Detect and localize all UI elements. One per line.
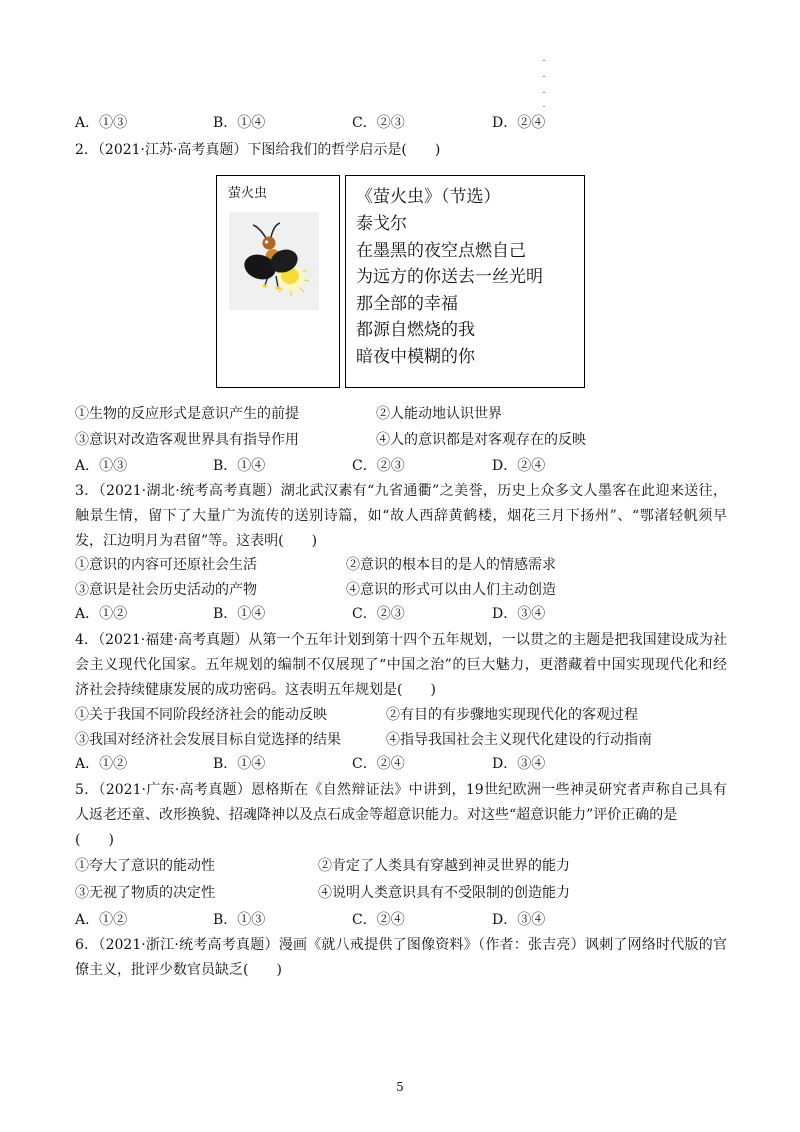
q5-statement-2: ②肯定了人类具有穿越到神灵世界的能力 [318, 858, 570, 874]
firefly-foot [263, 284, 268, 287]
q5-statement-4: ④说明人类意识具有不受限制的创造能力 [318, 885, 570, 901]
q2-statement-4: ④人的意识都是对客观存在的反映 [376, 432, 586, 448]
q5-stem-line-2: 人返老还童、改形换貌、招魂降神以及点石成金等超意识能力。对这些“超意识能力”评价正确的是 [75, 807, 678, 823]
q3-option-d: D．③④ [492, 606, 546, 622]
firefly-image [229, 212, 319, 310]
poem-line-1: 泰戈尔 [356, 214, 407, 234]
q3-stem-line-1: 3．（2021·湖北·统考高考真题）湖北武汉素有“九省通衢”之美誉，历史上众多文人墨客在此迎来送往， [75, 483, 727, 499]
q2-statement-1: ①生物的反应形式是意识产生的前提 [75, 406, 299, 422]
q4-option-b: B．①④ [213, 756, 266, 772]
poem-line-4: 那全部的幸福 [356, 294, 458, 314]
prev-option-d: D．②④ [492, 115, 546, 131]
q6-stem-line-2: 僚主义，批评少数官员缺乏( ) [75, 962, 282, 978]
scan-mark [543, 106, 545, 107]
q3-option-b: B．①④ [213, 606, 266, 622]
q3-option-c: C．②③ [352, 606, 405, 622]
q4-stem-line-2: 会主义现代化国家。五年规划的编制不仅展现了“中国之治”的巨大魅力，更潜藏着中国实现现代化和经 [75, 657, 727, 673]
q4-statement-4: ④指导我国社会主义现代化建设的行动指南 [386, 732, 652, 748]
q3-statement-3: ③意识是社会历史活动的产物 [75, 582, 257, 598]
q2-option-b: B．①④ [213, 458, 266, 474]
firefly-foot [276, 286, 281, 289]
q2-figure-image-panel [216, 175, 340, 388]
q3-statement-2: ②意识的根本目的是人的情感需求 [346, 557, 556, 573]
q2-option-d: D．②④ [492, 458, 546, 474]
q3-statement-1: ①意识的内容可还原社会生活 [75, 557, 257, 573]
q2-stem-line-1: 2．（2021·江苏·高考真题）下图给我们的哲学启示是( ) [75, 142, 441, 158]
q5-statement-3: ③无视了物质的决定性 [75, 885, 215, 901]
q3-option-a: A．①② [75, 606, 128, 622]
q5-option-b: B．①③ [213, 912, 266, 928]
poem-line-2: 在墨黑的夜空点燃自己 [356, 241, 526, 261]
q2-statement-2: ②人能动地认识世界 [376, 406, 502, 422]
q5-option-d: D．③④ [492, 912, 546, 928]
poem-title: 《萤火虫》（节选） [356, 187, 501, 207]
q4-option-c: C．②④ [352, 756, 405, 772]
firefly-head [263, 237, 276, 250]
q4-statement-1: ①关于我国不同阶段经济社会的能动反映 [75, 707, 327, 723]
poem-line-5: 都源自燃烧的我 [356, 320, 475, 340]
scan-mark [543, 92, 545, 93]
q4-option-a: A．①② [75, 756, 128, 772]
page-number: 5 [396, 1080, 404, 1094]
q4-stem-line-1: 4．（2021·福建·高考真题）从第一个五年计划到第十四个五年规划，一以贯之的主题是把我国建设成为社 [75, 632, 727, 648]
prev-option-c: C．②③ [352, 115, 405, 131]
q5-option-c: C．②④ [352, 912, 405, 928]
q5-option-a: A．①② [75, 912, 128, 928]
q5-stem-line-1: 5．（2021·广东·高考真题）恩格斯在《自然辩证法》中讲到，19世纪欧洲一些神灵研究者声称自己具有 [75, 782, 727, 798]
q2-statement-3: ③意识对改造客观世界具有指导作用 [75, 432, 299, 448]
firefly-eye [265, 240, 268, 243]
q4-statement-3: ③我国对经济社会发展目标自觉选择的结果 [75, 732, 341, 748]
q4-option-d: D．③④ [492, 756, 546, 772]
q3-statement-4: ④意识的形式可以由人们主动创造 [346, 582, 556, 598]
scan-mark [543, 76, 545, 77]
q6-stem-line-1: 6．（2021·浙江·统考高考真题）漫画《就八戒提供了图像资料》（作者：张吉亮）讽刺了网络时代版的官 [75, 937, 727, 953]
prev-option-b: B．①④ [213, 115, 266, 131]
prev-option-a: A．①③ [75, 115, 128, 131]
q4-stem-line-3: 济社会持续健康发展的成功密码。这表明五年规划是( ) [75, 682, 436, 698]
poem-line-6: 暗夜中模糊的你 [356, 347, 475, 367]
q5-stem-line-3: ( ) [75, 832, 114, 848]
poem-line-3: 为远方的你送去一丝光明 [356, 267, 543, 287]
scan-mark [543, 60, 545, 61]
q2-option-c: C．②③ [352, 458, 405, 474]
q5-statement-1: ①夸大了意识的能动性 [75, 858, 215, 874]
firefly-caption: 萤火虫 [228, 186, 268, 201]
q2-option-a: A．①③ [75, 458, 128, 474]
q3-stem-line-2: 触景生情，留下了大量广为流传的送别诗篇，如“故人西辞黄鹤楼，烟花三月下扬州”、“鄂渚轻帆须早 [75, 508, 727, 524]
q4-statement-2: ②有目的有步骤地实现现代化的客观过程 [386, 707, 638, 723]
q3-stem-line-3: 发，江边明月为君留”等。这表明( ) [75, 533, 318, 549]
